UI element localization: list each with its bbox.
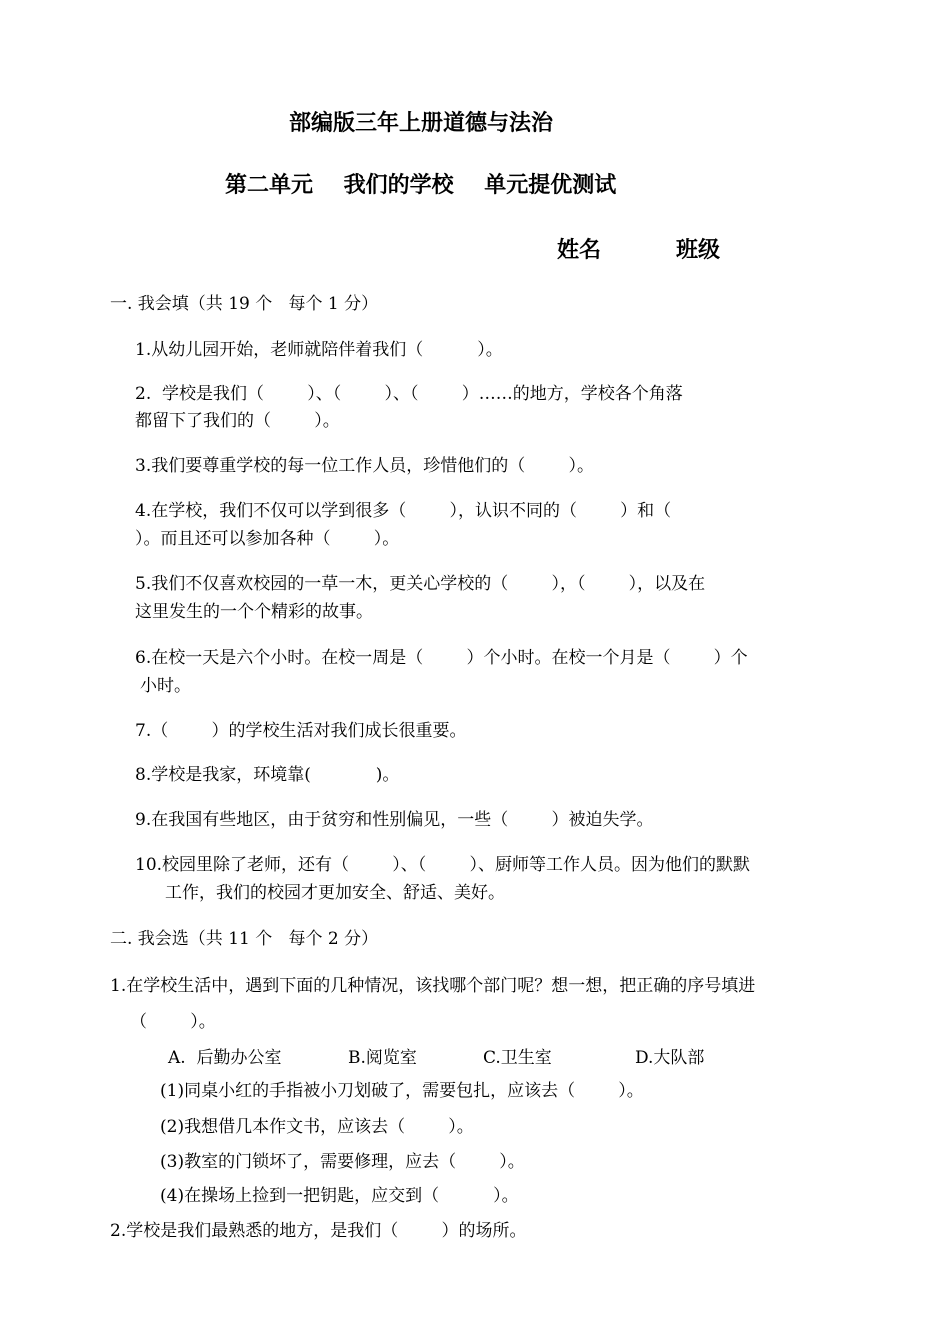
section2-heading: 二. 我会选（共 11 个 每个 2 分） <box>110 929 379 949</box>
question-1-10-line1: 10.校园里除了老师，还有（ ）、（ ）、厨师等工作人员。因为他们的默默 <box>135 855 750 875</box>
subquestion-1: (1)同桌小红的手指被小刀划破了，需要包扎，应该去（ ）。 <box>160 1081 644 1101</box>
question-1-8: 8.学校是我家，环境靠( )。 <box>135 765 400 785</box>
option-d: D.大队部 <box>635 1048 705 1068</box>
question-2-1-line2: （ ）。 <box>130 1012 216 1032</box>
name-label: 姓名 <box>557 238 602 263</box>
question-1-2-line1: 2. 学校是我们（ ）、（ ）、（ ）……的地方，学校各个角落 <box>135 384 683 404</box>
question-1-5-line2: 这里发生的一个个精彩的故事。 <box>135 602 373 622</box>
question-1-4-line1: 4.在学校，我们不仅可以学到很多（ ），认识不同的（ ）和（ <box>135 501 672 521</box>
section1-heading: 一. 我会填（共 19 个 每个 1 分） <box>110 294 379 314</box>
unit-subtitle: 第二单元 我们的学校 单元提优测试 <box>225 173 617 198</box>
option-a: A. 后勤办公室 <box>168 1048 282 1068</box>
question-1-6-line2: 小时。 <box>140 676 191 696</box>
question-2-2: 2.学校是我们最熟悉的地方，是我们（ ）的场所。 <box>110 1221 527 1241</box>
option-b: B.阅览室 <box>348 1048 417 1068</box>
question-1-1: 1.从幼儿园开始，老师就陪伴着我们（ ）。 <box>135 340 503 360</box>
question-1-3: 3.我们要尊重学校的每一位工作人员，珍惜他们的（ ）。 <box>135 456 594 476</box>
question-2-1-line1: 1.在学校生活中，遇到下面的几种情况，该找哪个部门呢？想一想，把正确的序号填进 <box>110 976 756 996</box>
question-1-4-line2: ）。而且还可以参加各种（ ）。 <box>135 529 400 549</box>
question-1-9: 9.在我国有些地区，由于贫穷和性别偏见，一些（ ）被迫失学。 <box>135 810 654 830</box>
class-label: 班级 <box>676 238 721 263</box>
subquestion-3: (3)教室的门锁坏了，需要修理，应去（ ）。 <box>160 1152 525 1172</box>
question-1-5-line1: 5.我们不仅喜欢校园的一草一木，更关心学校的（ ），（ ），以及在 <box>135 574 706 594</box>
question-1-7: 7.（ ）的学校生活对我们成长很重要。 <box>135 721 467 741</box>
subquestion-4: (4)在操场上捡到一把钥匙，应交到（ ）。 <box>160 1186 519 1206</box>
question-1-10-line2: 工作，我们的校园才更加安全、舒适、美好。 <box>165 883 505 903</box>
subquestion-2: (2)我想借几本作文书，应该去（ ）。 <box>160 1117 474 1137</box>
exam-title: 部编版三年上册道德与法治 <box>289 111 554 136</box>
question-1-6-line1: 6.在校一天是六个小时。在校一周是（ ）个小时。在校一个月是（ ）个 <box>135 648 748 668</box>
question-1-2-line2: 都留下了我们的（ ）。 <box>135 411 340 431</box>
option-c: C.卫生室 <box>483 1048 552 1068</box>
